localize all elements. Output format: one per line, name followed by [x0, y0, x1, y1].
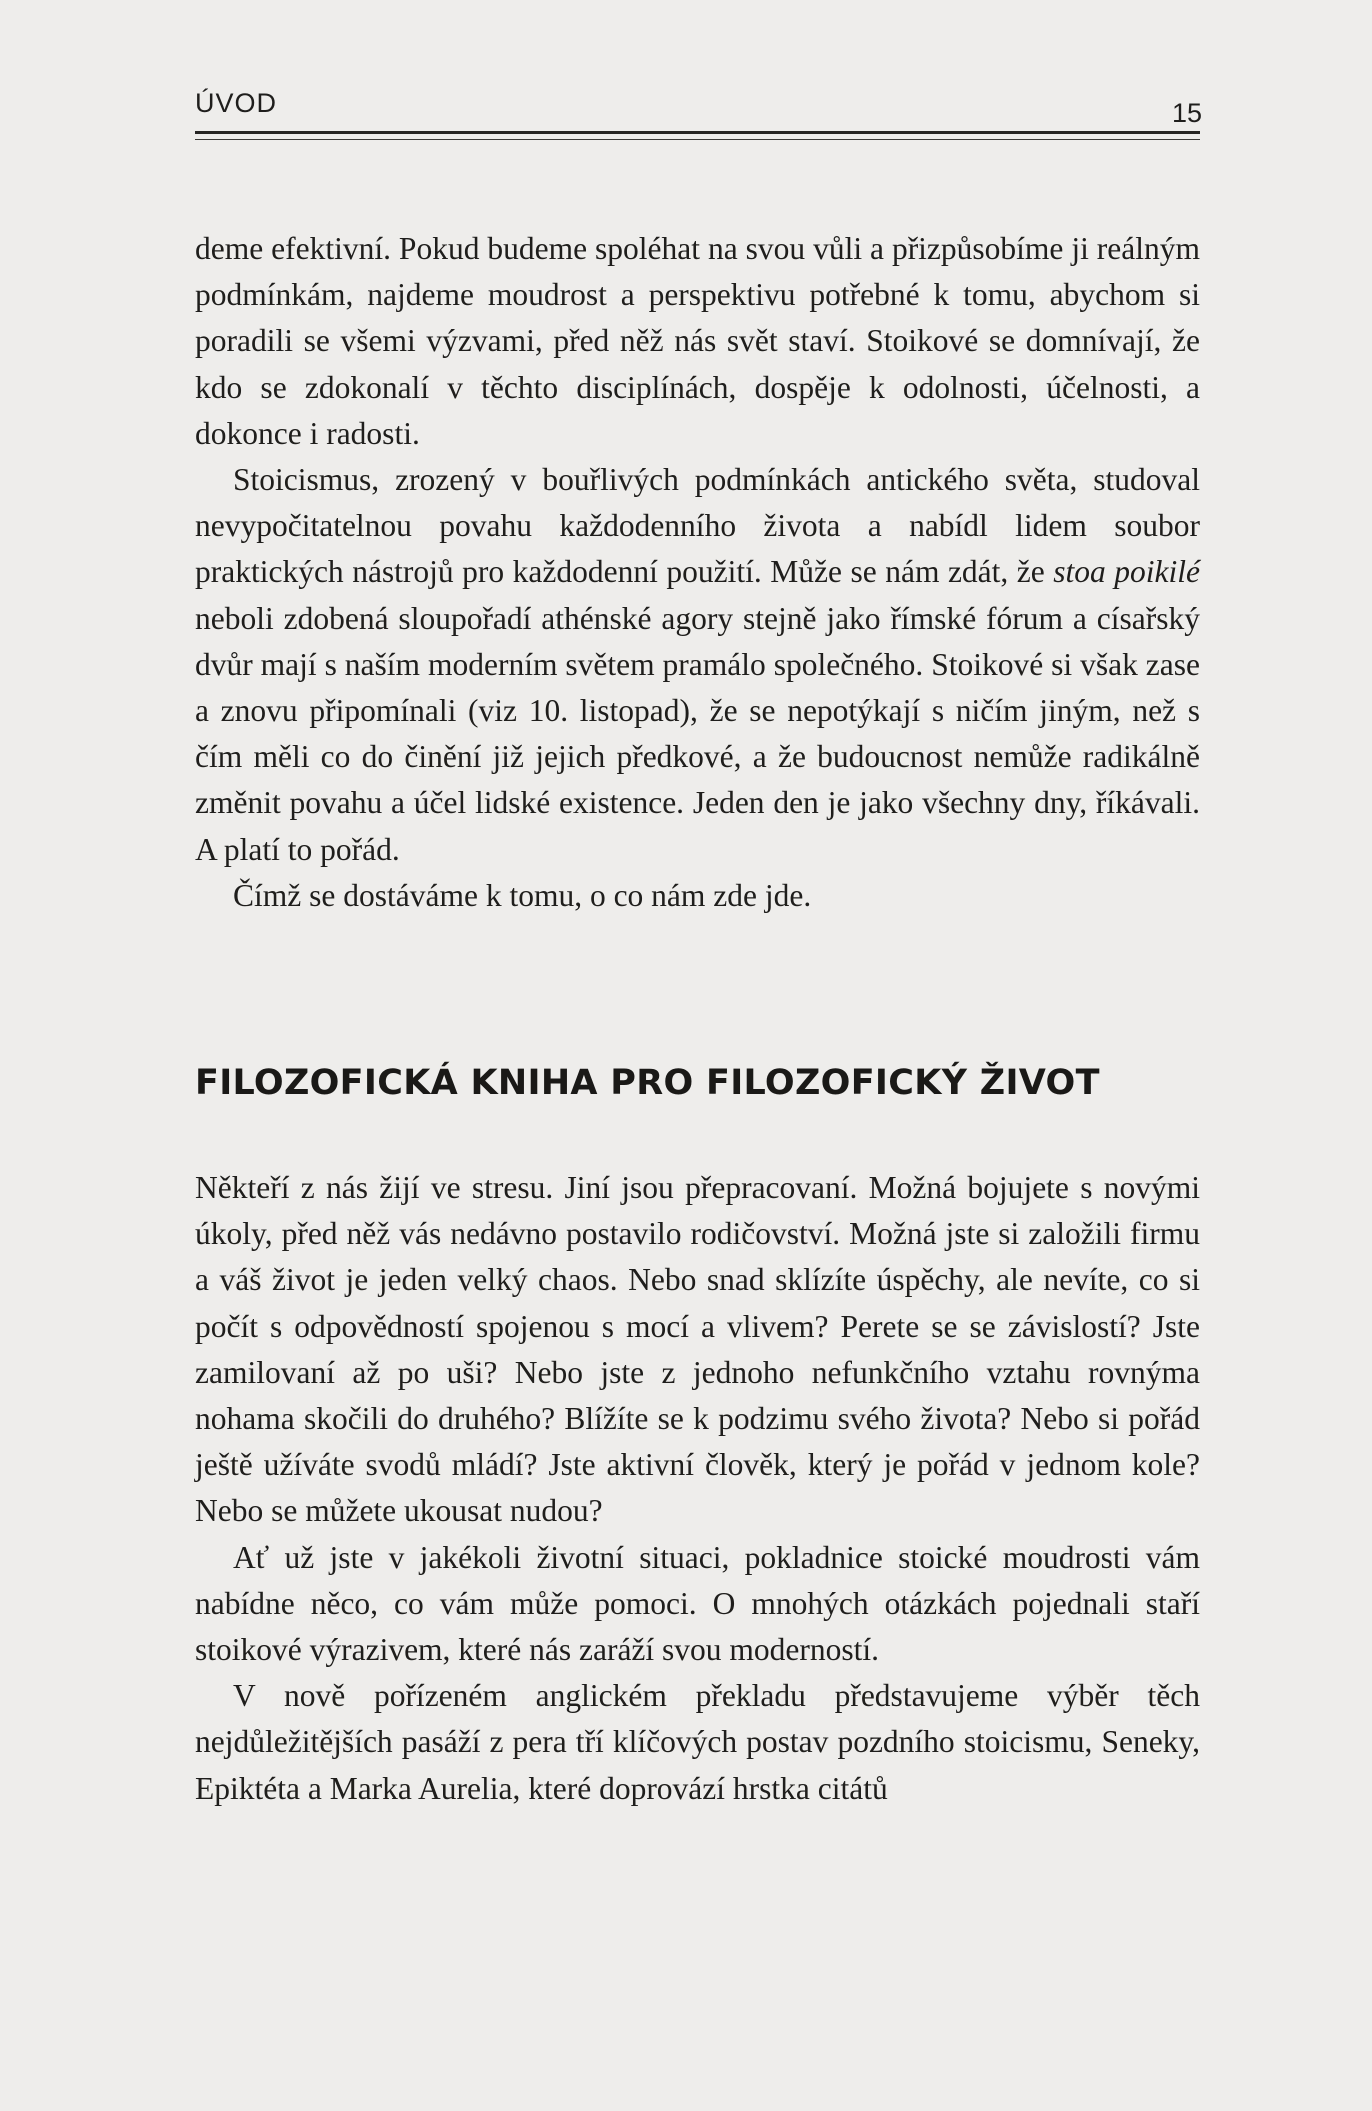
running-header: ÚVOD [195, 88, 278, 118]
paragraph [195, 457, 1200, 873]
text-run: Stoicismus, zrozený v bouřlivých podmínkách antického světa, studoval nevypočitatelnou povahu každodenního života a nabídl lidem soubor praktických nástrojů pro každodenní použití. Může se nám zdát, že [195, 462, 1200, 590]
paragraph: Čímž se dostáváme k tomu, o co nám zde jde. [233, 877, 812, 913]
paragraph: V nově pořízeném anglickém překladu představujeme výběr těch nejdůležitějších pasáží z pera tří klíčových postav pozdního stoicismu, Seneky, Epiktéta a Marka Aurelia, které doprovází hrstka citátů [195, 1678, 1200, 1806]
section-text [195, 1165, 1200, 1812]
italic-term: stoa poikilé [1053, 554, 1200, 590]
header-rule-thick [195, 131, 1200, 134]
paragraph: deme efektivní. Pokud budeme spoléhat na svou vůli a přizpůsobíme ji reálným podmínkám, najdeme moudrost a perspektivu potřebné k tomu, abychom si poradili se všemi výzvami, před něž nás svět staví. Stoikové se domnívají, že kdo se zdokonalí v těchto disciplínách, dospěje k odolnosti, účelnosti, a dokonce i radosti. [195, 231, 1200, 451]
text-run: neboli zdobená sloupořadí athénské agory stejně jako římské fórum a císařský dvůr mají s naším moderním světem pramálo společného. Stoikové si však zase a znovu připomínali (viz 10. listopad), že se nepotýkají s ničím jiným, než s čím měli co do činění již jejich předkové, a že budoucnost nemůže radikálně změnit povahu a účel lidské existence. Jeden den je jako všechny dny, říkávali. A platí to pořád. [195, 600, 1200, 867]
header-rule-thin [195, 139, 1200, 140]
paragraph: Ať už jste v jakékoli životní situaci, pokladnice stoické moudrosti vám nabídne něco, co vám může pomoci. O mnohých otázkách pojednali staří stoikové výrazivem, které nás zaráží svou moderností. [195, 1539, 1200, 1668]
intro-text [195, 226, 1200, 919]
section-heading: FILOZOFICKÁ KNIHA PRO FILOZOFICKÝ ŽIVOT [195, 1063, 1100, 1103]
page-number: 15 [1171, 98, 1202, 128]
paragraph: Někteří z nás žijí ve stresu. Jiní jsou přepracovaní. Možná bojujete s novými úkoly, před něž vás nedávno postavilo rodičovství. Možná jste si založili firmu a váš život je jeden velký chaos. Nebo snad sklízíte úspěchy, ale nevíte, co si počít s odpovědností spojenou s mocí a vlivem? Perete se se závislostí? Jste zamilovaní až po uši? Nebo jste z jednoho nefunkčního vztahu rovnýma nohama skočili do druhého? Blížíte se k podzimu svého života? Nebo si pořád ještě užíváte svodů mládí? Jste aktivní člověk, který je pořád v jednom kole? Nebo se můžete ukousat nudou? [195, 1170, 1200, 1529]
